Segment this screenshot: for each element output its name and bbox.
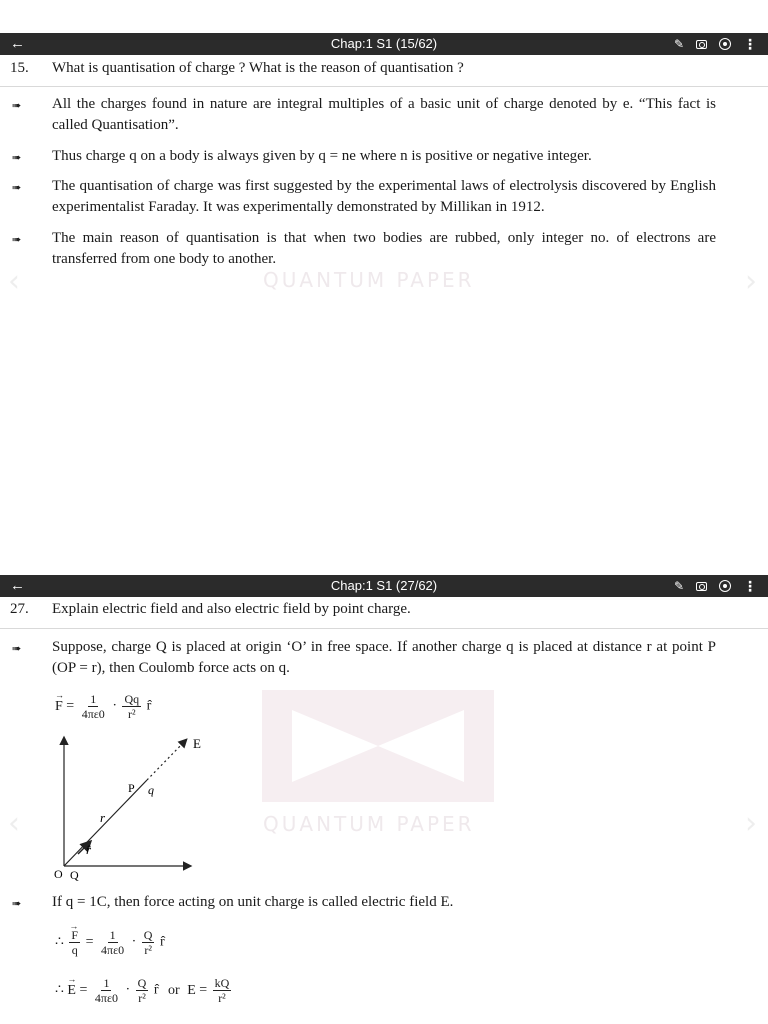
record-icon[interactable]: [719, 38, 731, 50]
question-text: Explain electric field and also electric field by point charge.: [52, 601, 411, 617]
prev-page-icon[interactable]: ‹: [8, 806, 20, 841]
equation-field-1: ∴ → $\frac{F}{q}$ = $\frac{1}{4\pi\varepsilon 0}$ · $\frac{Q}{\text{r²}}$ r̂: [55, 928, 165, 957]
bullet-arrow-icon: ➠: [12, 182, 22, 194]
paragraph-4: The main reason of quantisation is that when two bodies are rubbed, only integer no. of electrons are transferred from one body to another.: [52, 230, 716, 267]
question-line-27: [0, 599, 768, 629]
fraction: → $\frac{F}{q}$: [69, 928, 80, 957]
unit-vector: r̂: [146, 698, 152, 714]
label-q: q: [148, 783, 154, 797]
label-O: O: [54, 867, 63, 881]
eq-symbol: → F: [55, 699, 63, 715]
next-page-icon[interactable]: ›: [745, 264, 757, 299]
toolbar-icons: [674, 575, 756, 597]
paragraph-5: Suppose, charge Q is placed at origin ‘O’ in free space. If another charge q is placed at distance r at point P (OP = r), then Coulomb force acts on q.: [52, 639, 716, 676]
label-Q: Q: [70, 868, 79, 882]
paragraph-1: All the charges found in nature are integral multiples of a basic unit of charge denoted by e. “This fact is called Quantisation”.: [52, 96, 716, 133]
paragraph-2: Thus charge q on a body is always given by q = ne where n is positive or negative integer.: [52, 148, 592, 164]
toolbar-icons: [674, 33, 756, 55]
more-icon[interactable]: ⋮: [743, 35, 756, 52]
equation-field-2: ∴ → E = $\frac{1}{4\pi\varepsilon 0}$ · $\frac{Q}{\text{r²}}$ r̂ or E = $\frac{kQ}{\text{r²}}$: [55, 976, 233, 1005]
watermark: QUANTUM PAPER: [263, 812, 475, 836]
paragraph-6: If q = 1C, then force acting on unit charge is called electric field E.: [52, 894, 454, 910]
question-line-15: [0, 58, 768, 87]
watermark-logo-icon: [262, 690, 494, 802]
bullet-arrow-icon: ➠: [12, 643, 22, 655]
question-number: 15.: [10, 60, 29, 76]
field-diagram: [40, 732, 210, 882]
pen-icon[interactable]: ✎: [673, 37, 684, 51]
bullet-arrow-icon: ➠: [12, 234, 22, 246]
question-text: What is quantisation of charge ? What is the reason of quantisation ?: [52, 60, 464, 76]
watermark: QUANTUM PAPER: [263, 268, 475, 292]
fraction: $\frac{Qq}{\text{r²}}$: [124, 692, 140, 721]
field-line: [147, 740, 186, 780]
fraction: $\frac{1}{4\pi\varepsilon 0}$: [81, 692, 105, 721]
fraction: $\frac{Q}{\text{r²}}$: [143, 928, 153, 957]
top-bar-2: [0, 575, 768, 597]
camera-icon[interactable]: [696, 582, 707, 591]
camera-icon[interactable]: [696, 40, 707, 49]
label-E: E: [193, 736, 201, 751]
paragraph-3: The quantisation of charge was first suggested by the experimental laws of electrolysis discovered by English experimentalist Faraday. It was experimentally demonstrated by Millikan in 1912.: [52, 178, 716, 215]
question-number: 27.: [10, 601, 29, 617]
prev-page-icon[interactable]: ‹: [8, 264, 20, 299]
fraction: $\frac{kQ}{\text{r²}}$: [214, 976, 230, 1005]
pen-icon[interactable]: ✎: [673, 579, 684, 593]
fraction: $\frac{1}{4\pi\varepsilon 0}$: [94, 976, 118, 1005]
more-icon[interactable]: ⋮: [743, 577, 756, 594]
page-title: Chap:1 S1 (15/62): [330, 36, 438, 51]
equation-coulomb: → F = $\frac{1}{4\pi\varepsilon 0}$ · $\frac{Qq}{\text{r²}}$ r̂: [55, 692, 151, 721]
label-r: r: [100, 810, 106, 825]
bullet-arrow-icon: ➠: [12, 152, 22, 164]
record-icon[interactable]: [719, 580, 731, 592]
label-rhat: r̂: [86, 842, 92, 857]
bullet-arrow-icon: ➠: [12, 100, 22, 112]
back-arrow-icon[interactable]: ←: [10, 35, 25, 52]
next-page-icon[interactable]: ›: [745, 806, 757, 841]
bullet-arrow-icon: ➠: [12, 898, 22, 910]
top-bar-1: [0, 33, 768, 55]
fraction: $\frac{Q}{\text{r²}}$: [137, 976, 147, 1005]
back-arrow-icon[interactable]: ←: [10, 577, 25, 594]
fraction: $\frac{1}{4\pi\varepsilon 0}$: [101, 928, 125, 957]
label-P: P: [128, 781, 135, 795]
page-title: Chap:1 S1 (27/62): [330, 578, 438, 593]
